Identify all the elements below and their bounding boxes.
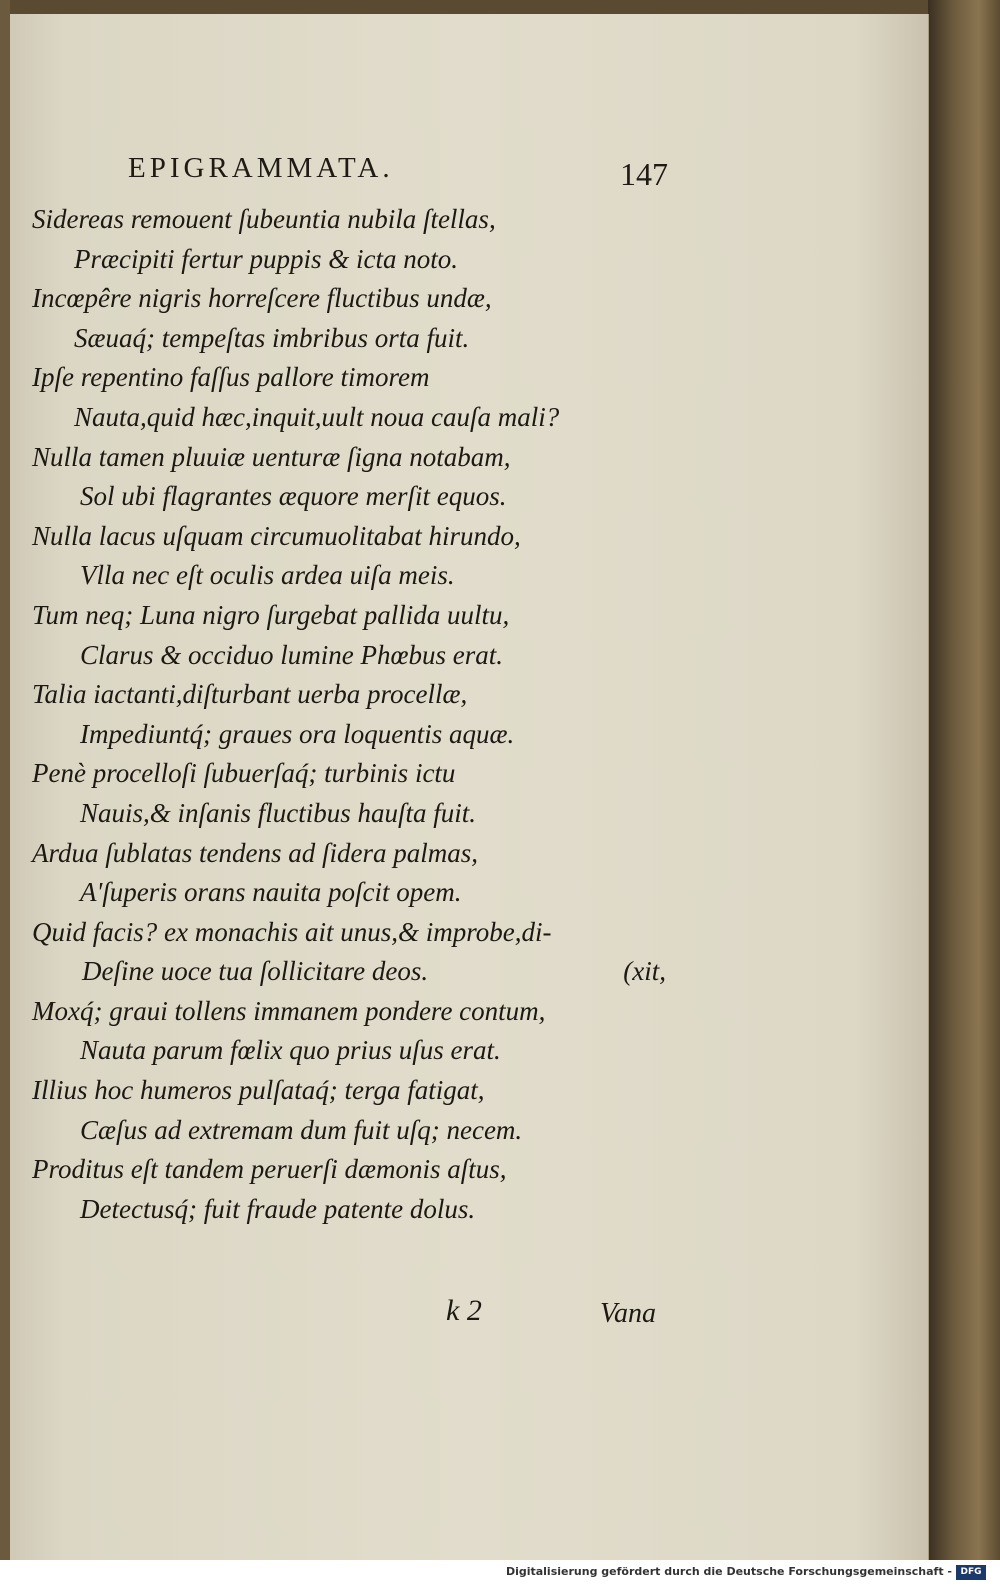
verse-line: Ipſe repentino faſſus pallore timorem bbox=[32, 362, 430, 393]
verse-line: Illius hoc humeros pulſataq́; terga fatigat, bbox=[32, 1075, 485, 1106]
verse-line: Incœpêre nigris horreſcere fluctibus undæ, bbox=[32, 283, 492, 314]
verse-line: Proditus eſt tandem peruerſi dæmonis aſtus, bbox=[32, 1154, 507, 1185]
verse-line: Penè procelloſi ſubuerſaq́; turbinis ictu bbox=[32, 758, 456, 789]
verse-list bbox=[32, 200, 692, 1229]
verse-line: Tum neq; Luna nigro ſurgebat pallida uultu, bbox=[32, 599, 510, 630]
verse-line bbox=[32, 952, 692, 992]
verse-line: Nauta,quid hæc,inquit,uult noua cauſa mali? bbox=[74, 401, 560, 432]
verse-line: Sæuaq́; tempeſtas imbribus orta fuit. bbox=[74, 322, 470, 353]
funding-credit: Digitalisierung gefördert durch die Deutsche Forschungsgemeinschaft - bbox=[505, 1565, 952, 1578]
page-header bbox=[128, 152, 668, 192]
verse-line: Detectusq́; fuit fraude patente dolus. bbox=[80, 1193, 476, 1224]
verse-line: Moxq́; graui tollens immanem pondere contum, bbox=[32, 995, 546, 1026]
verse-line: Nulla lacus uſquam circumuolitabat hirundo, bbox=[32, 520, 521, 551]
running-title: EPIGRAMMATA. bbox=[128, 152, 394, 184]
verse-line: Vlla nec eſt oculis ardea uiſa meis. bbox=[80, 560, 455, 591]
verse-line: Sidereas remouent ſubeuntia nubila ſtellas, bbox=[32, 204, 496, 234]
verse-line: Ardua ſublatas tendens ad ſidera palmas, bbox=[32, 837, 478, 868]
binding-edge-right bbox=[928, 0, 1000, 1560]
signature-mark: k 2 bbox=[446, 1294, 482, 1327]
verse-text: Deſine uoce tua ſollicitare deos. bbox=[82, 956, 429, 987]
verse-line: Præcipiti fertur puppis & icta noto. bbox=[74, 243, 458, 274]
page-footer bbox=[10, 1294, 690, 1334]
verse-line: Nulla tamen pluuiæ uenturæ ſigna notabam, bbox=[32, 441, 511, 472]
book-page bbox=[10, 14, 929, 1560]
turnover-word: (xit, bbox=[623, 956, 666, 987]
verse-line: Talia iactanti,diſturbant uerba procellæ, bbox=[32, 679, 468, 710]
verse-line: Cæſus ad extremam dum fuit uſq; necem. bbox=[80, 1114, 523, 1145]
verse-line: Clarus & occiduo lumine Phœbus erat. bbox=[80, 639, 503, 670]
verse-line: Nauta parum fœlix quo prius uſus erat. bbox=[80, 1035, 501, 1066]
verse-line: Sol ubi flagrantes æquore merſit equos. bbox=[80, 481, 507, 512]
dfg-logo: DFG bbox=[956, 1565, 986, 1580]
binding-edge-left bbox=[0, 0, 10, 1560]
credit-bar bbox=[0, 1560, 1000, 1586]
page-number: 147 bbox=[620, 156, 668, 192]
verse-line: Quid facis? ex monachis ait unus,& improbe,di- bbox=[32, 916, 552, 947]
verse-line: Nauis,& inſanis fluctibus hauſta fuit. bbox=[80, 797, 477, 828]
verse-line: A'ſuperis orans nauita poſcit opem. bbox=[80, 877, 462, 908]
verse-line: Impediuntq́; graues ora loquentis aquæ. bbox=[80, 718, 515, 749]
catchword: Vana bbox=[600, 1298, 656, 1329]
